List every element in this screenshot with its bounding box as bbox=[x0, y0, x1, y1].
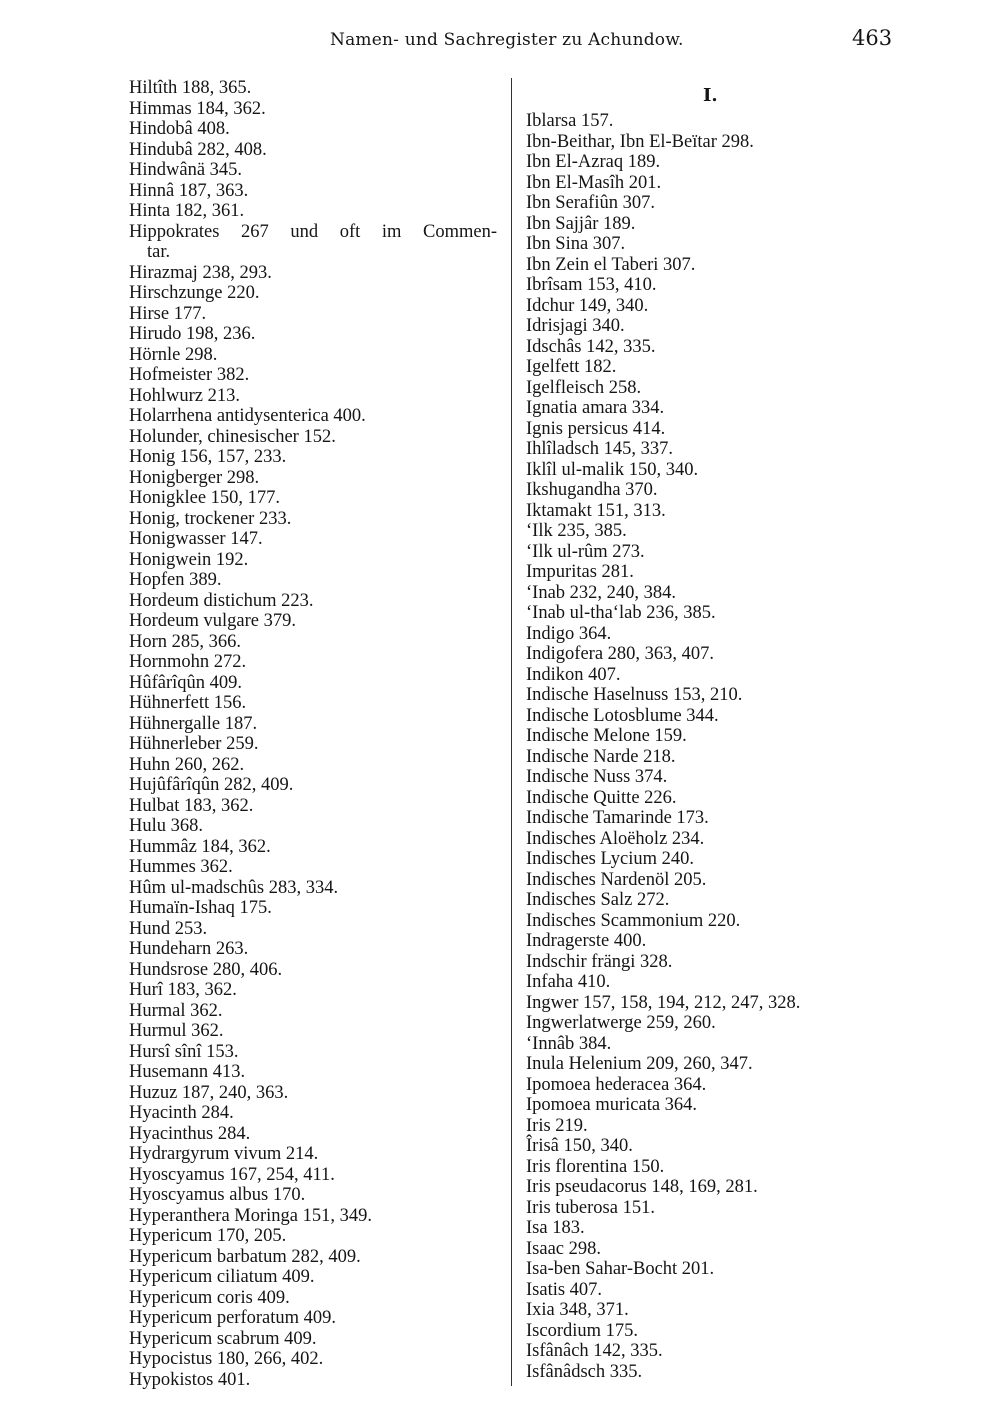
index-entry: Indische Narde 218. bbox=[526, 746, 676, 767]
column-divider bbox=[511, 78, 512, 1386]
index-entry: Honigwein 192. bbox=[129, 549, 249, 570]
section-heading-i: I. bbox=[703, 85, 718, 106]
index-entry: Indigo 364. bbox=[526, 623, 612, 644]
index-entry: Hûfârîqûn 409. bbox=[129, 672, 243, 693]
index-entry: Hyacinthus 284. bbox=[129, 1123, 251, 1144]
index-entry: Honigberger 298. bbox=[129, 467, 260, 488]
index-entry: Hursî sînî 153. bbox=[129, 1041, 239, 1062]
index-entry: Ibn Zein el Taberi 307. bbox=[526, 254, 696, 275]
index-entry: Hornmohn 272. bbox=[129, 652, 247, 672]
index-entry: Hummes 362. bbox=[129, 857, 233, 877]
index-entry: Hund 253. bbox=[129, 918, 208, 939]
index-entry: Ibn Sajjâr 189. bbox=[526, 213, 636, 234]
index-entry: Isaac 298. bbox=[526, 1238, 601, 1259]
index-entry: Indische Melone 159. bbox=[526, 726, 687, 746]
index-entry: Igelfett 182. bbox=[526, 357, 617, 377]
index-entry: Hyoscyamus 167, 254, 411. bbox=[129, 1164, 335, 1185]
index-entry: Honig, trockener 233. bbox=[129, 508, 292, 529]
index-entry: Ixia 348, 371. bbox=[526, 1300, 629, 1320]
index-entry: Ibn-Beithar, Ibn El-Beïtar 298. bbox=[526, 131, 754, 152]
page-number: 463 bbox=[852, 26, 893, 50]
index-entry: Humaïn-Ishaq 175. bbox=[129, 898, 272, 918]
index-entry: Idrisjagi 340. bbox=[526, 316, 625, 336]
index-entry: Hindubâ 282, 408. bbox=[129, 139, 267, 160]
index-entry: ‘Ilk 235, 385. bbox=[526, 521, 627, 541]
index-entry: Isa-ben Sahar-Bocht 201. bbox=[526, 1259, 715, 1279]
index-entry: Ikshugandha 370. bbox=[526, 480, 658, 500]
index-entry: ‘Inab 232, 240, 384. bbox=[526, 582, 677, 603]
index-entry: Îrisâ 150, 340. bbox=[526, 1136, 633, 1156]
index-entry: Indisches Nardenöl 205. bbox=[526, 869, 707, 890]
index-entry: Hypericum coris 409. bbox=[129, 1287, 290, 1308]
index-entry: Hindwânä 345. bbox=[129, 160, 243, 180]
index-entry: Idchur 149, 340. bbox=[526, 295, 649, 316]
index-entry: Indische Tamarinde 173. bbox=[526, 808, 709, 828]
entry-word: oft bbox=[339, 221, 361, 242]
entry-word: und bbox=[290, 221, 319, 242]
index-entry: Indische Quitte 226. bbox=[526, 787, 677, 808]
index-entry: Huzuz 187, 240, 363. bbox=[129, 1082, 289, 1103]
index-entry: Indisches Aloëholz 234. bbox=[526, 828, 705, 849]
index-entry: Indikon 407. bbox=[526, 664, 621, 685]
index-entry: Hujûfârîqûn 282, 409. bbox=[129, 775, 294, 795]
index-entry: Ipomoea hederacea 364. bbox=[526, 1074, 707, 1095]
index-entry: Iris pseudacorus 148, 169, 281. bbox=[526, 1177, 758, 1197]
index-entry: Hundsrose 280, 406. bbox=[129, 959, 283, 980]
index-entry: Holunder, chinesischer 152. bbox=[129, 426, 336, 447]
index-entry: Hirudo 198, 236. bbox=[129, 324, 256, 344]
index-entry: Hinta 182, 361. bbox=[129, 201, 245, 221]
index-entry: Ihlîladsch 145, 337. bbox=[526, 439, 673, 459]
index-entry: Impuritas 281. bbox=[526, 562, 634, 582]
index-entry: Hörnle 298. bbox=[129, 344, 218, 365]
index-entry: Ingwerlatwerge 259, 260. bbox=[526, 1013, 716, 1033]
index-entry: Hirschzunge 220. bbox=[129, 283, 260, 303]
index-entry: Hurmul 362. bbox=[129, 1021, 224, 1041]
index-entry: Hindobâ 408. bbox=[129, 119, 230, 139]
index-entry: Iktamakt 151, 313. bbox=[526, 500, 666, 521]
index-entry: Iblarsa 157. bbox=[526, 111, 614, 131]
index-entry: Indische Lotosblume 344. bbox=[526, 705, 719, 726]
index-entry: Indische Nuss 374. bbox=[526, 767, 668, 787]
index-entry: Iris florentina 150. bbox=[526, 1156, 665, 1177]
index-entry: Hypocistus 180, 266, 402. bbox=[129, 1349, 324, 1369]
index-entry: ‘Inab ul-tha‘lab 236, 385. bbox=[526, 603, 716, 623]
index-entry: Indragerste 400. bbox=[526, 931, 647, 951]
index-entry: Ibn Sina 307. bbox=[526, 234, 626, 254]
index-entry: Hypericum ciliatum 409. bbox=[129, 1267, 315, 1287]
index-entry: Huhn 260, 262. bbox=[129, 754, 245, 775]
index-entry: Hirse 177. bbox=[129, 303, 207, 324]
index-entry: Hummâz 184, 362. bbox=[129, 836, 271, 857]
index-entry: Hurmal 362. bbox=[129, 1000, 223, 1021]
index-entry: Idschâs 142, 335. bbox=[526, 336, 656, 357]
index-entry: Hühnerfett 156. bbox=[129, 693, 247, 713]
index-entry: Hiltîth 188, 365. bbox=[129, 78, 252, 98]
index-entry: Holarrhena antidysenterica 400. bbox=[129, 406, 366, 426]
index-entry: Himmas 184, 362. bbox=[129, 98, 266, 119]
index-entry: Isatis 407. bbox=[526, 1279, 603, 1300]
index-column-left bbox=[129, 78, 509, 1390]
index-entry: Ibrîsam 153, 410. bbox=[526, 275, 657, 295]
index-entry: Hühnerleber 259. bbox=[129, 734, 259, 754]
index-column-right bbox=[526, 111, 886, 1382]
index-entry: Hofmeister 382. bbox=[129, 365, 250, 385]
index-entry: Hûm ul-madschûs 283, 334. bbox=[129, 877, 339, 898]
index-entry: Ipomoea muricata 364. bbox=[526, 1095, 698, 1115]
index-entry: Hurî 183, 362. bbox=[129, 980, 237, 1000]
index-entry: Honigklee 150, 177. bbox=[129, 488, 281, 508]
index-entry: Hulu 368. bbox=[129, 816, 203, 836]
index-entry: Hypericum scabrum 409. bbox=[129, 1328, 317, 1349]
entry-word: im bbox=[381, 221, 402, 242]
index-entry: Honig 156, 157, 233. bbox=[129, 447, 287, 467]
index-entry: Ibn El-Azraq 189. bbox=[526, 152, 661, 172]
entry-word: Commen- bbox=[423, 221, 497, 242]
index-entry: Hirazmaj 238, 293. bbox=[129, 262, 272, 283]
index-entry: Indische Haselnuss 153, 210. bbox=[526, 685, 743, 705]
index-entry: Ingwer 157, 158, 194, 212, 247, 328. bbox=[526, 992, 801, 1013]
index-entry: Hordeum vulgare 379. bbox=[129, 611, 296, 631]
index-entry: Hydrargyrum vivum 214. bbox=[129, 1144, 319, 1164]
index-entry: Honigwasser 147. bbox=[129, 529, 263, 549]
index-entry: Ignis persicus 414. bbox=[526, 418, 666, 439]
index-entry: Hühnergalle 187. bbox=[129, 713, 258, 734]
index-entry: ‘Ilk ul-rûm 273. bbox=[526, 541, 645, 562]
index-entry: Inula Helenium 209, 260, 347. bbox=[526, 1054, 753, 1074]
index-entry-continuation: tar. bbox=[147, 242, 171, 262]
page-header bbox=[0, 26, 1000, 56]
index-entry: Hyacinth 284. bbox=[129, 1103, 234, 1123]
running-title: Namen- und Sachregister zu Achundow. bbox=[330, 30, 684, 50]
index-entry: Hundeharn 263. bbox=[129, 939, 249, 959]
index-entry: Hulbat 183, 362. bbox=[129, 795, 254, 816]
index-entry: Husemann 413. bbox=[129, 1062, 246, 1082]
index-entry: Isa 183. bbox=[526, 1218, 585, 1238]
index-entry: Hordeum distichum 223. bbox=[129, 590, 314, 611]
index-entry: Horn 285, 366. bbox=[129, 631, 242, 652]
index-entry: Indisches Salz 272. bbox=[526, 890, 670, 910]
index-entry-hippokrates bbox=[129, 222, 497, 243]
entry-word: 267 bbox=[241, 221, 269, 242]
index-entry: Hyperanthera Moringa 151, 349. bbox=[129, 1205, 373, 1226]
index-entry: Hyoscyamus albus 170. bbox=[129, 1185, 306, 1205]
index-entry: Infaha 410. bbox=[526, 972, 611, 992]
index-entry: Isfânâch 142, 335. bbox=[526, 1341, 663, 1361]
index-entry: Iscordium 175. bbox=[526, 1320, 639, 1341]
entry-word: Hippokrates bbox=[129, 221, 220, 242]
index-entry: Iris 219. bbox=[526, 1115, 588, 1136]
index-entry: ‘Innâb 384. bbox=[526, 1033, 612, 1054]
index-entry: Hypericum perforatum 409. bbox=[129, 1308, 337, 1328]
index-entry: Indschir frängi 328. bbox=[526, 951, 673, 972]
index-entry: Ignatia amara 334. bbox=[526, 398, 665, 418]
index-entry: Hypericum 170, 205. bbox=[129, 1226, 287, 1246]
index-entry: Hinnâ 187, 363. bbox=[129, 180, 249, 201]
index-entry: Indisches Scammonium 220. bbox=[526, 910, 741, 931]
index-entry: Indigofera 280, 363, 407. bbox=[526, 644, 715, 664]
index-entry: Ibn El-Masîh 201. bbox=[526, 172, 662, 193]
index-entry: Isfânâdsch 335. bbox=[526, 1361, 643, 1382]
index-entry: Iklîl ul-malik 150, 340. bbox=[526, 459, 699, 480]
index-entry: Hohlwurz 213. bbox=[129, 385, 240, 406]
index-entry: Iris tuberosa 151. bbox=[526, 1197, 655, 1218]
index-entry: Hypericum barbatum 282, 409. bbox=[129, 1246, 361, 1267]
index-entry: Igelfleisch 258. bbox=[526, 377, 642, 398]
index-entry: Hypokistos 401. bbox=[129, 1369, 251, 1390]
index-entry: Ibn Serafiûn 307. bbox=[526, 193, 655, 213]
index-entry: Hopfen 389. bbox=[129, 570, 222, 590]
index-entry: Indisches Lycium 240. bbox=[526, 849, 695, 869]
